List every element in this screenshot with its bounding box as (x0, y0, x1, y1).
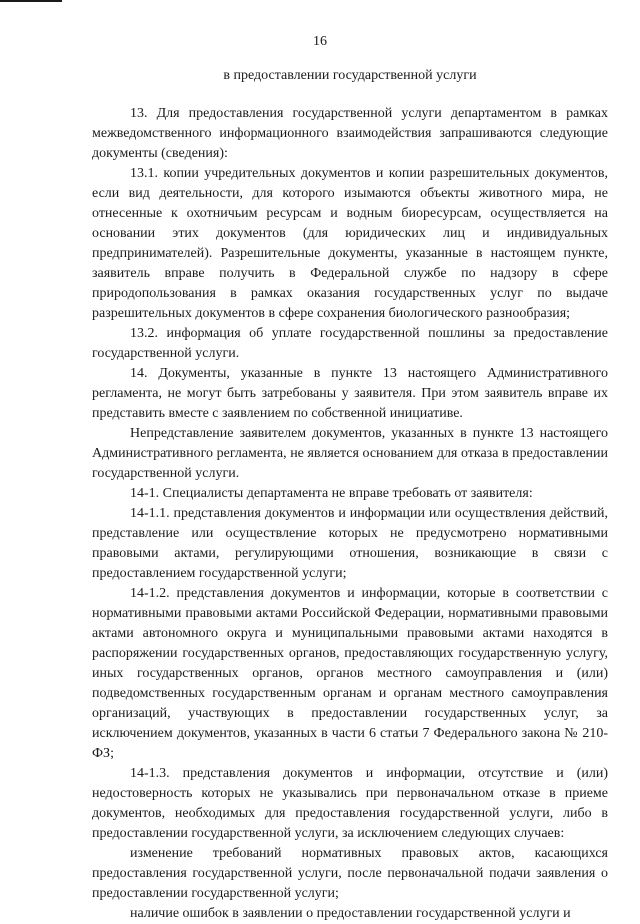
paragraph-non-submission: Непредставление заявителем документов, указанных в пункте 13 настоящего Административного регламента, не является основанием для отказа в предоставлении государственной услуги. (92, 426, 608, 481)
corner-mark (0, 0, 62, 2)
paragraph-14: 14. Документы, указанные в пункте 13 настоящего Административного регламента, не могут быть затребованы у заявителя. При этом заявитель вправе их представить вместе с заявлением по собственной инициативе. (92, 366, 608, 421)
paragraph-13: 13. Для предоставления государственной услуги департаментом в рамках межведомственного информационного взаимодействия запрашиваются следующие документы (сведения): (92, 106, 608, 161)
paragraph-14-1-2: 14-1.2. представления документов и информации, которые в соответствии с нормативными правовыми актами Российской Федерации, нормативными правовыми актами автономного округа и муниципальными правовыми актами находятся в распоряжении государственных органов, предоставляющих государственную услугу, иных государственных органов, органов местного самоуправления и (или) подведомственных государственным органам и органам местного самоуправления организаций, участвующих в предоставлении государственных услуг, за исключением документов, указанных в части 6 статьи 7 Федерального закона № 210-ФЗ; (92, 586, 608, 761)
paragraph-13-2: 13.2. информация об уплате государственной пошлины за предоставление государственной услуги. (92, 326, 608, 361)
paragraph-case-requirements-change: изменение требований нормативных правовых актов, касающихся предоставления государственной услуги, после первоначальной подачи заявления о предоставлении государственной услуги; (92, 846, 608, 901)
paragraph-14-1-1: 14-1.1. представления документов и информации или осуществления действий, представление или осуществление которых не предусмотрено нормативными правовыми актами, регулирующими отношения, возникающие в связи с предоставлением государственной услуги; (92, 506, 608, 581)
paragraph-14-1-3: 14-1.3. представления документов и информации, отсутствие и (или) недостоверность которых не указывались при первоначальном отказе в приеме документов, необходимых для предоставления государственной услуги, либо в предоставлении государственной услуги, за исключением следующих случаев: (92, 766, 608, 841)
paragraph-case-errors: наличие ошибок в заявлении о предоставлении государственной услуги и (130, 906, 571, 921)
paragraph-14-1: 14-1. Специалисты департамента не вправе требовать от заявителя: (130, 486, 533, 501)
document-body (92, 66, 608, 924)
page-number: 16 (313, 34, 327, 49)
paragraph-13-1: 13.1. копии учредительных документов и копии разрешительных документов, если вид деятельности, для которого изымаются объекты животного мира, не отнесенные к охотничьим ресурсам и водным биоресурсам, осуществляется на основании этих документов (для юридических лиц и индивидуальных предпринимателей). Разрешительные документы, указанные в настоящем пункте, заявитель вправе получить в Федеральной службе по надзору в сфере природопользования в рамках оказания государственных услуг по выдаче разрешительных документов в сфере сохранения биологического разнообразия; (92, 166, 608, 321)
section-heading: в предоставлении государственной услуги (223, 68, 477, 83)
